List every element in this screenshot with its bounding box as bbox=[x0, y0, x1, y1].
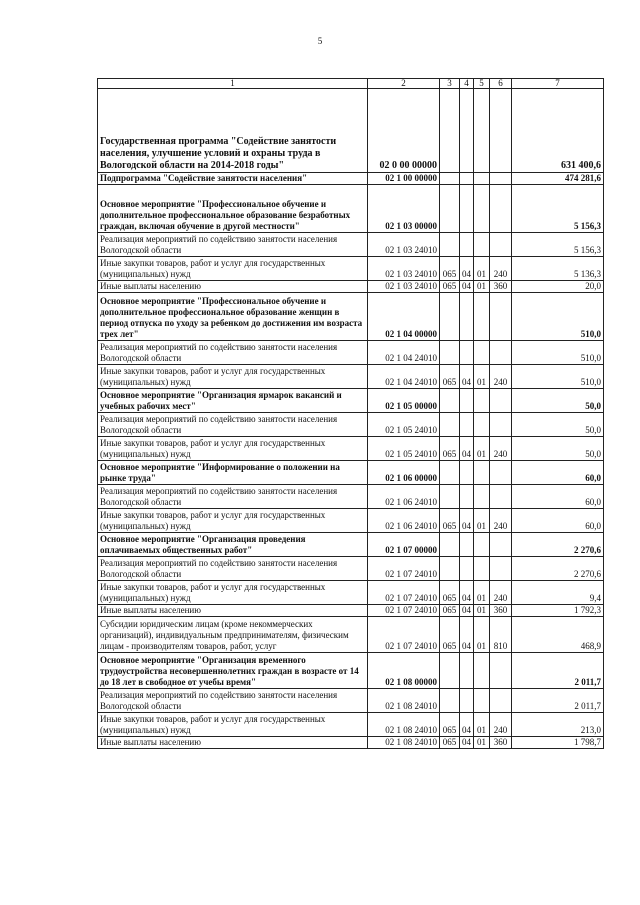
row-amount: 20,0 bbox=[512, 281, 604, 293]
row-name: Иные выплаты населению bbox=[98, 281, 368, 293]
table-row bbox=[98, 185, 604, 233]
header-cell: 2 bbox=[368, 79, 440, 89]
row-name: Иные закупки товаров, работ и услуг для государственных (муниципальных) нужд bbox=[98, 509, 368, 533]
row-code: 02 1 03 24010 bbox=[368, 233, 440, 257]
row-col3 bbox=[440, 89, 460, 173]
table-row bbox=[98, 689, 604, 713]
row-col6 bbox=[490, 89, 512, 173]
header-cell: 7 bbox=[512, 79, 604, 89]
row-col5: 01 bbox=[474, 437, 490, 461]
row-col4: 04 bbox=[460, 737, 474, 749]
row-col3 bbox=[440, 485, 460, 509]
row-col3 bbox=[440, 413, 460, 437]
row-col3: 065 bbox=[440, 509, 460, 533]
row-col4 bbox=[460, 413, 474, 437]
row-col3 bbox=[440, 461, 460, 485]
row-col5 bbox=[474, 461, 490, 485]
row-code: 02 1 05 24010 bbox=[368, 413, 440, 437]
row-col6 bbox=[490, 557, 512, 581]
row-amount: 5 136,3 bbox=[512, 257, 604, 281]
row-col5: 01 bbox=[474, 365, 490, 389]
table-row bbox=[98, 557, 604, 581]
row-col5 bbox=[474, 689, 490, 713]
row-col3: 065 bbox=[440, 713, 460, 737]
row-col5 bbox=[474, 533, 490, 557]
table-row bbox=[98, 485, 604, 509]
row-name: Основное мероприятие "Профессиональное обучение и дополнительное профессиональное образование безработных граждан, включая обучение в другой местности" bbox=[98, 185, 368, 233]
row-name: Иные выплаты населению bbox=[98, 737, 368, 749]
header-cell: 6 bbox=[490, 79, 512, 89]
row-col6 bbox=[490, 485, 512, 509]
row-col5: 01 bbox=[474, 257, 490, 281]
row-name: Реализация мероприятий по содействию занятости населения Вологодской области bbox=[98, 485, 368, 509]
row-code: 02 1 00 00000 bbox=[368, 173, 440, 185]
row-col3 bbox=[440, 533, 460, 557]
row-col5 bbox=[474, 557, 490, 581]
row-col3: 065 bbox=[440, 365, 460, 389]
row-amount: 2 270,6 bbox=[512, 557, 604, 581]
table-row bbox=[98, 89, 604, 173]
table-row bbox=[98, 173, 604, 185]
row-code: 02 1 08 24010 bbox=[368, 713, 440, 737]
row-col6: 240 bbox=[490, 509, 512, 533]
row-name: Основное мероприятие "Профессиональное обучение и дополнительное профессиональное образование женщин в период отпуска по уходу за ребенком до достижения им возраста трех лет" bbox=[98, 293, 368, 341]
table-row bbox=[98, 257, 604, 281]
row-col6: 240 bbox=[490, 365, 512, 389]
row-code: 02 1 03 00000 bbox=[368, 185, 440, 233]
header-row bbox=[98, 79, 604, 89]
row-col3 bbox=[440, 341, 460, 365]
row-col5 bbox=[474, 413, 490, 437]
row-amount: 60,0 bbox=[512, 461, 604, 485]
table-row bbox=[98, 341, 604, 365]
row-code: 02 1 07 00000 bbox=[368, 533, 440, 557]
row-col6: 360 bbox=[490, 737, 512, 749]
row-amount: 2 011,7 bbox=[512, 653, 604, 689]
page-number: 5 bbox=[317, 36, 323, 46]
row-col5: 01 bbox=[474, 509, 490, 533]
row-name: Основное мероприятие "Организация проведения оплачиваемых общественных работ" bbox=[98, 533, 368, 557]
row-col6 bbox=[490, 689, 512, 713]
row-amount: 1 792,3 bbox=[512, 605, 604, 617]
row-name: Иные закупки товаров, работ и услуг для государственных (муниципальных) нужд bbox=[98, 257, 368, 281]
row-code: 02 1 06 24010 bbox=[368, 485, 440, 509]
row-amount: 474 281,6 bbox=[512, 173, 604, 185]
row-col3: 065 bbox=[440, 281, 460, 293]
row-col4 bbox=[460, 461, 474, 485]
row-col4 bbox=[460, 485, 474, 509]
table-row bbox=[98, 365, 604, 389]
row-amount: 5 156,3 bbox=[512, 233, 604, 257]
row-col4: 04 bbox=[460, 713, 474, 737]
row-amount: 213,0 bbox=[512, 713, 604, 737]
row-code: 02 1 07 24010 bbox=[368, 605, 440, 617]
row-code: 02 1 04 00000 bbox=[368, 293, 440, 341]
row-col4 bbox=[460, 689, 474, 713]
table-row bbox=[98, 713, 604, 737]
row-code: 02 1 08 24010 bbox=[368, 689, 440, 713]
row-col4: 04 bbox=[460, 605, 474, 617]
table-row bbox=[98, 233, 604, 257]
row-name: Реализация мероприятий по содействию занятости населения Вологодской области bbox=[98, 689, 368, 713]
row-code: 02 1 04 24010 bbox=[368, 341, 440, 365]
row-amount: 50,0 bbox=[512, 413, 604, 437]
row-col4: 04 bbox=[460, 509, 474, 533]
row-col4 bbox=[460, 173, 474, 185]
row-col4: 04 bbox=[460, 617, 474, 653]
row-code: 02 1 06 24010 bbox=[368, 509, 440, 533]
budget-table bbox=[97, 78, 604, 749]
row-col3 bbox=[440, 653, 460, 689]
row-code: 02 1 08 24010 bbox=[368, 737, 440, 749]
table-row bbox=[98, 437, 604, 461]
table-row bbox=[98, 737, 604, 749]
row-code: 02 1 03 24010 bbox=[368, 281, 440, 293]
row-col4 bbox=[460, 293, 474, 341]
row-col6 bbox=[490, 533, 512, 557]
row-col5 bbox=[474, 341, 490, 365]
header-cell: 4 bbox=[460, 79, 474, 89]
row-amount: 50,0 bbox=[512, 389, 604, 413]
row-col5 bbox=[474, 89, 490, 173]
row-col3 bbox=[440, 185, 460, 233]
row-col4 bbox=[460, 557, 474, 581]
row-amount: 5 156,3 bbox=[512, 185, 604, 233]
row-col5: 01 bbox=[474, 737, 490, 749]
row-col6: 240 bbox=[490, 713, 512, 737]
row-code: 02 1 07 24010 bbox=[368, 557, 440, 581]
row-name: Субсидии юридическим лицам (кроме некоммерческих организаций), индивидуальным предпринимателям, физическим лицам - производителям товаров, работ, услуг bbox=[98, 617, 368, 653]
row-name: Государственная программа "Содействие занятости населения, улучшение условий и охраны труда в Вологодской области на 2014-2018 годы" bbox=[98, 89, 368, 173]
row-amount: 9,4 bbox=[512, 581, 604, 605]
row-col6 bbox=[490, 389, 512, 413]
row-col5 bbox=[474, 389, 490, 413]
row-col3 bbox=[440, 557, 460, 581]
table-row bbox=[98, 653, 604, 689]
row-col4 bbox=[460, 653, 474, 689]
row-col6: 360 bbox=[490, 605, 512, 617]
row-col6: 240 bbox=[490, 581, 512, 605]
row-col4 bbox=[460, 341, 474, 365]
row-col4 bbox=[460, 185, 474, 233]
row-col6 bbox=[490, 173, 512, 185]
row-col3: 065 bbox=[440, 617, 460, 653]
row-name: Подпрограмма "Содействие занятости населения" bbox=[98, 173, 368, 185]
row-amount: 468,9 bbox=[512, 617, 604, 653]
table-body bbox=[98, 89, 604, 749]
row-code: 02 0 00 00000 bbox=[368, 89, 440, 173]
header-cell: 1 bbox=[98, 79, 368, 89]
row-code: 02 1 08 00000 bbox=[368, 653, 440, 689]
row-col6 bbox=[490, 653, 512, 689]
row-name: Реализация мероприятий по содействию занятости населения Вологодской области bbox=[98, 341, 368, 365]
row-col5 bbox=[474, 173, 490, 185]
row-name: Реализация мероприятий по содействию занятости населения Вологодской области bbox=[98, 557, 368, 581]
row-name: Иные закупки товаров, работ и услуг для государственных (муниципальных) нужд bbox=[98, 437, 368, 461]
table-row bbox=[98, 389, 604, 413]
table-row bbox=[98, 605, 604, 617]
row-name: Иные выплаты населению bbox=[98, 605, 368, 617]
row-amount: 60,0 bbox=[512, 485, 604, 509]
table-row bbox=[98, 461, 604, 485]
row-amount: 631 400,6 bbox=[512, 89, 604, 173]
row-name: Реализация мероприятий по содействию занятости населения Вологодской области bbox=[98, 413, 368, 437]
row-amount: 510,0 bbox=[512, 341, 604, 365]
row-col5 bbox=[474, 485, 490, 509]
row-col6 bbox=[490, 413, 512, 437]
row-col4 bbox=[460, 389, 474, 413]
row-col5: 01 bbox=[474, 617, 490, 653]
table-row bbox=[98, 533, 604, 557]
row-col3: 065 bbox=[440, 605, 460, 617]
row-code: 02 1 05 24010 bbox=[368, 437, 440, 461]
row-col4: 04 bbox=[460, 281, 474, 293]
row-col6: 360 bbox=[490, 281, 512, 293]
row-code: 02 1 03 24010 bbox=[368, 257, 440, 281]
row-col4: 04 bbox=[460, 581, 474, 605]
row-code: 02 1 05 00000 bbox=[368, 389, 440, 413]
row-col3: 065 bbox=[440, 737, 460, 749]
row-amount: 50,0 bbox=[512, 437, 604, 461]
row-name: Основное мероприятие "Информирование о положении на рынке труда" bbox=[98, 461, 368, 485]
header-cell: 3 bbox=[440, 79, 460, 89]
header-cell: 5 bbox=[474, 79, 490, 89]
row-col3 bbox=[440, 233, 460, 257]
row-name: Основное мероприятие "Организация временного трудоустройства несовершеннолетних граждан в возрасте от 14 до 18 лет в свободное от учебы время" bbox=[98, 653, 368, 689]
table-row bbox=[98, 581, 604, 605]
row-col3 bbox=[440, 389, 460, 413]
row-amount: 510,0 bbox=[512, 293, 604, 341]
row-amount: 2 270,6 bbox=[512, 533, 604, 557]
table-row bbox=[98, 617, 604, 653]
row-col4: 04 bbox=[460, 365, 474, 389]
row-col4 bbox=[460, 233, 474, 257]
row-col5 bbox=[474, 653, 490, 689]
row-name: Иные закупки товаров, работ и услуг для государственных (муниципальных) нужд bbox=[98, 581, 368, 605]
row-col5: 01 bbox=[474, 605, 490, 617]
row-col3: 065 bbox=[440, 581, 460, 605]
row-code: 02 1 06 00000 bbox=[368, 461, 440, 485]
row-col4: 04 bbox=[460, 437, 474, 461]
row-col5 bbox=[474, 233, 490, 257]
table-row bbox=[98, 413, 604, 437]
row-amount: 60,0 bbox=[512, 509, 604, 533]
row-col3: 065 bbox=[440, 257, 460, 281]
row-code: 02 1 07 24010 bbox=[368, 617, 440, 653]
row-col6 bbox=[490, 185, 512, 233]
row-col5: 01 bbox=[474, 713, 490, 737]
row-amount: 2 011,7 bbox=[512, 689, 604, 713]
row-name: Реализация мероприятий по содействию занятости населения Вологодской области bbox=[98, 233, 368, 257]
table-row bbox=[98, 293, 604, 341]
table-row bbox=[98, 281, 604, 293]
row-col3 bbox=[440, 173, 460, 185]
row-col6 bbox=[490, 341, 512, 365]
row-col6 bbox=[490, 461, 512, 485]
row-name: Иные закупки товаров, работ и услуг для государственных (муниципальных) нужд bbox=[98, 713, 368, 737]
row-col4: 04 bbox=[460, 257, 474, 281]
row-col6: 810 bbox=[490, 617, 512, 653]
row-amount: 1 798,7 bbox=[512, 737, 604, 749]
row-col4 bbox=[460, 89, 474, 173]
row-col5: 01 bbox=[474, 581, 490, 605]
row-col3 bbox=[440, 293, 460, 341]
row-amount: 510,0 bbox=[512, 365, 604, 389]
row-col6 bbox=[490, 233, 512, 257]
row-code: 02 1 04 24010 bbox=[368, 365, 440, 389]
row-col5 bbox=[474, 293, 490, 341]
row-col3: 065 bbox=[440, 437, 460, 461]
row-col3 bbox=[440, 689, 460, 713]
row-col4 bbox=[460, 533, 474, 557]
row-name: Иные закупки товаров, работ и услуг для государственных (муниципальных) нужд bbox=[98, 365, 368, 389]
row-name: Основное мероприятие "Организация ярмарок вакансий и учебных рабочих мест" bbox=[98, 389, 368, 413]
row-col6: 240 bbox=[490, 257, 512, 281]
row-code: 02 1 07 24010 bbox=[368, 581, 440, 605]
row-col5: 01 bbox=[474, 281, 490, 293]
row-col6 bbox=[490, 293, 512, 341]
table-row bbox=[98, 509, 604, 533]
row-col6: 240 bbox=[490, 437, 512, 461]
row-col5 bbox=[474, 185, 490, 233]
